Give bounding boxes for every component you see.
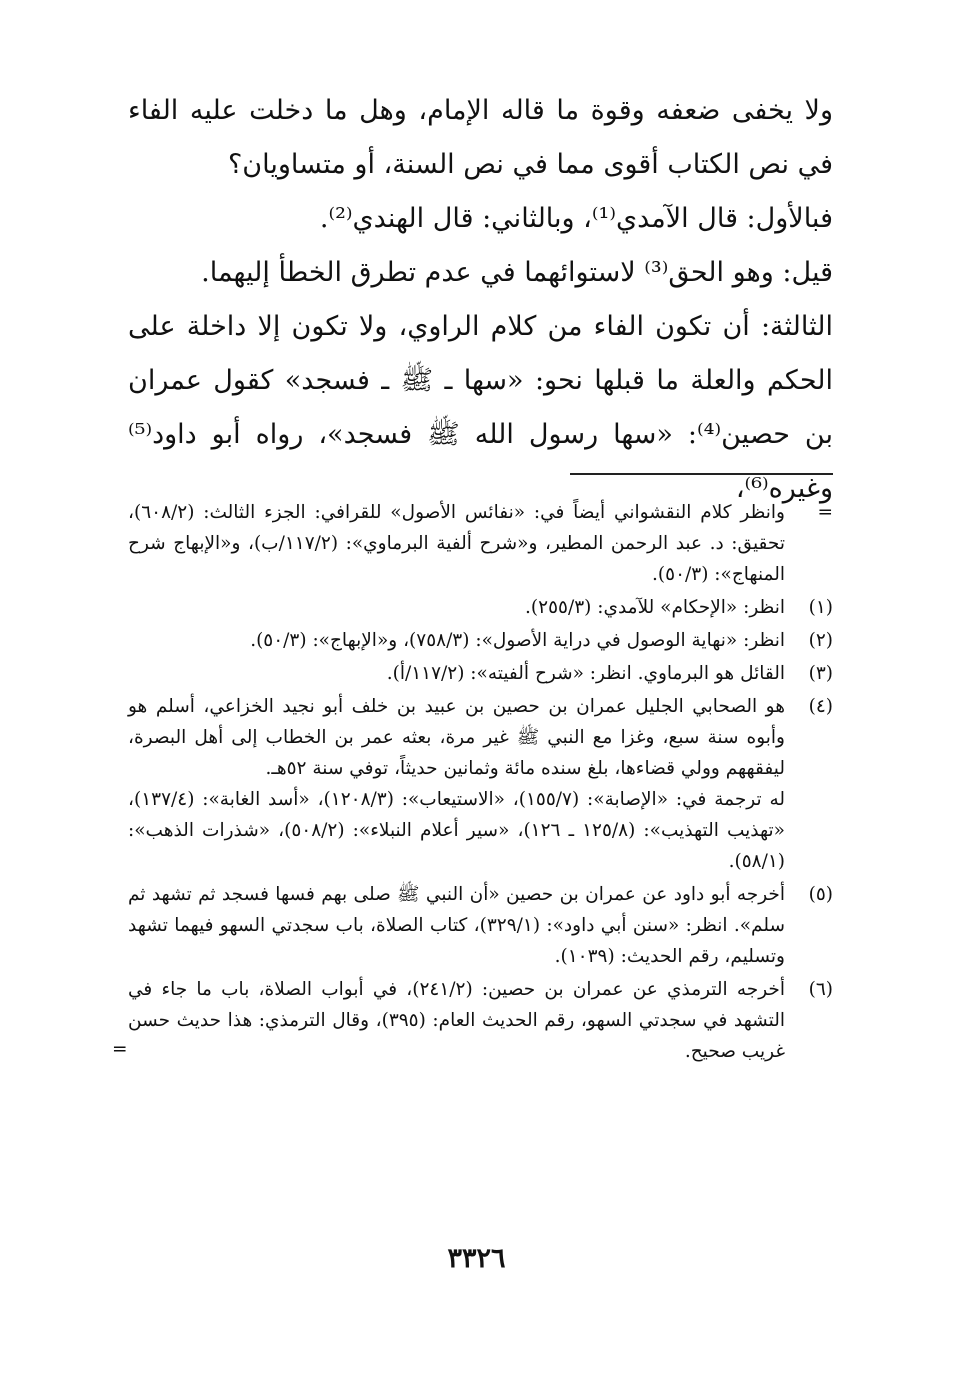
footnote-3 [128,658,833,689]
footnote-4 [128,691,833,877]
footnote-6 [112,974,833,1067]
main-paragraph-1: ولا يخفى ضعفه وقوة ما قاله الإمام، وهل ما دخلت عليه الفاء في نص الكتاب أقوى مما في نص السنة، أو متساويان؟ [128,95,833,180]
footnote-text: أخرجه الترمذي عن عمران بن حصين: (٢٤١/٢)، في أبواب الصلاة، باب ما جاء في التشهد في سجدتي السهو، رقم الحديث العام: (٣٩٥)، وقال الترمذي: هذا حديث حسن غريب صحيح. [128,979,785,1062]
footnote-text: انظر: «نهاية الوصول في دراية الأصول»: (٧٥٨/٣)، و«الإبهاج»: (٥٠/٣). [250,630,785,651]
footnote-text: هو الصحابي الجليل عمران بن حصين بن عبيد بن خلف أبو نجيد الخزاعي، أسلم هو وأبوه سنة سبع، وغزا مع النبي ﷺ غير مرة، بعثه عمر بن الخطاب إلى أهل البصرة، ليفقههم وولي قضاءها، بلغ سنده مائة وثمانين حديثاً، توفي سنة ٥٢هـ. [128,696,785,779]
continuation-end-mark: = [112,1039,128,1060]
footnote-text-references: له ترجمة في: «الإصابة»: (١٥٥/٧)، «الاستيعاب»: (١٢٠٨/٣)، «أسد الغابة»: (١٣٧/٤)، «تهذيب التهذيب»: (١٢٥/٨ ـ ١٢٦)، «سير أعلام النبلاء»: (٥٠٨/٢)، «شذرات الذهب»: (٥٨/١). [128,789,786,872]
footnote-2 [128,625,833,656]
main-text [128,84,833,516]
footnote-number: (٦) [808,979,833,1000]
footnote-separator [570,473,833,475]
footnote-number: (٢) [808,630,833,651]
footnote-continuation [128,497,833,590]
footnote-5 [128,879,833,972]
main-paragraph-4: الثالثة: أن تكون الفاء من كلام الراوي، ولا تكون إلا داخلة على الحكم والعلة ما قبلها نحو: «سها ـ ﷺ ـ فسجد» كقول عمران بن حصين⁽⁴⁾: «سها رسول الله ﷺ فسجد»، رواه أبو داود⁽⁵⁾ وغيره⁽⁶⁾، [128,311,833,504]
footnote-number: (٥) [808,884,833,905]
page-number: ٣٣٢٦ [447,1243,506,1274]
footnote-text: انظر: «الإحكام» للآمدي: (٢٥٥/٣). [525,597,785,618]
footnote-number: (١) [808,597,833,618]
footnote-number: (٤) [808,696,833,717]
footnotes [112,497,833,1069]
footnote-text: أخرجه أبو داود عن عمران بن حصين «أن النبي ﷺ صلى بهم فسها فسجد ثم تشهد ثم سلم». انظر: «سنن أبي داود»: (٣٢٩/١)، كتاب الصلاة، باب سجدتي السهو فيهما تشهد وتسليم، رقم الحديث: (١٠٣٩). [128,884,785,967]
footnote-number: (٣) [808,663,833,684]
footnote-continuation-text: وانظر كلام النقشواني أيضاً في: «نفائس الأصول» للقرافي: الجزء الثالث: (٦٠٨/٢)، تحقيق: د. عبد الرحمن المطير، و«شرح ألفية البرماوي»: (١١٧/٢/ب)، و«الإبهاج شرح المنهاج»: (٥٠/٣). [128,502,785,585]
continuation-mark: = [817,502,833,523]
main-paragraph-2: فبالأول: قال الآمدي⁽¹⁾، وبالثاني: قال الهندي⁽²⁾. [319,203,833,234]
main-paragraph-3: قيل: وهو الحق⁽³⁾ لاستوائهما في عدم تطرق الخطأ إليهما. [201,257,833,288]
footnote-1 [128,592,833,623]
footnote-text: القائل هو البرماوي. انظر: «شرح ألفيته»: (١١٧/٢/أ). [386,663,785,684]
